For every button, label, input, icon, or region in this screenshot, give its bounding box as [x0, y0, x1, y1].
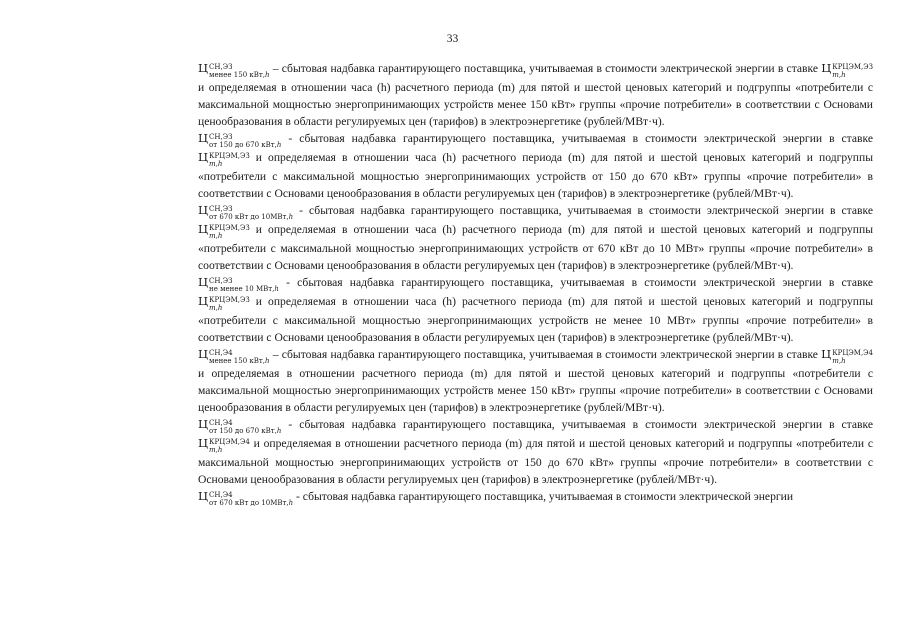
formula-subscript: не менее 10 МВт,h	[209, 285, 279, 293]
formula-subscript: менее 150 кВт,h	[209, 357, 270, 365]
definition-text: и определяемая в отношении часа (h) расчетного периода (m) для пятой и шестой ценовых категорий и подгруппы «потребители с максимальной мощностью энергопринимающих устройств от 670 кВт до 10 МВт» группы «прочие потребители» в соответствии с Основами ценообразования в области регулируемых цен (тарифов) в электроэнергетике (рублей/МВт·ч).	[198, 223, 873, 272]
definition-text: - сбытовая надбавка гарантирующего поставщика, учитываемая в стоимости электрической энергии	[293, 490, 794, 503]
rate-reference-symbol: Ц КРЦЭМ,ЭЗ m,h	[198, 294, 250, 312]
definition-paragraph	[198, 130, 873, 202]
definition-paragraph	[198, 416, 873, 488]
formula-superscript: СН,ЭЗ	[209, 133, 233, 141]
definition-text: – сбытовая надбавка гарантирующего поставщика, учитываемая в стоимости электрической энергии в ставке	[269, 348, 822, 361]
definition-paragraph	[198, 488, 873, 507]
definition-text: - сбытовая надбавка гарантирующего поставщика, учитываемая в стоимости электрической энергии в ставке	[278, 276, 873, 289]
formula-superscript: СН,Э4	[209, 491, 233, 499]
definition-paragraph	[198, 346, 873, 416]
rate-reference-symbol: Ц КРЦЭМ,ЭЗ m,h	[821, 61, 873, 79]
formula-subscript: менее 150 кВт,h	[209, 71, 270, 79]
rate-reference-symbol: Ц КРЦЭМ,Э4 m,h	[821, 347, 873, 365]
definition-text: - сбытовая надбавка гарантирующего поставщика, учитываемая в стоимости электрической энергии в ставке	[293, 204, 873, 217]
formula-superscript: СН,ЭЗ	[209, 277, 233, 285]
page-number: 33	[446, 33, 459, 45]
formula-superscript: СН,Э4	[209, 419, 233, 427]
definition-text: - сбытовая надбавка гарантирующего поставщика, учитываемая в стоимости электрической энергии в ставке	[281, 132, 873, 145]
formula-symbol: Ц СН,ЭЗ не менее 10 МВт,h	[198, 275, 279, 293]
formula-superscript: СН,ЭЗ	[209, 205, 233, 213]
formula-subscript: от 150 до 670 кВт,h	[209, 427, 282, 435]
document-body	[198, 60, 873, 507]
definition-paragraph	[198, 60, 873, 130]
definition-paragraph	[198, 274, 873, 346]
rate-reference-symbol: Ц КРЦЭМ,ЭЗ m,h	[198, 222, 250, 240]
definition-text: и определяемая в отношении расчетного периода (m) для пятой и шестой ценовых категорий и подгруппы «потребители с максимальной мощностью энергопринимающих устройств менее 150 кВт» группы «прочие потребители» в соответствии с Основами ценообразования в области регулируемых цен (тарифов) в электроэнергетике (рублей/МВт·ч).	[198, 367, 873, 414]
formula-symbol: Ц СН,Э4 менее 150 кВт,h	[198, 347, 270, 365]
definition-paragraph	[198, 202, 873, 274]
formula-subscript: от 150 до 670 кВт,h	[209, 141, 282, 149]
formula-superscript: СН,Э4	[209, 349, 233, 357]
formula-subscript: от 670 кВт до 10МВт,h	[209, 213, 294, 221]
formula-symbol: Ц СН,ЭЗ от 150 до 670 кВт,h	[198, 131, 282, 149]
formula-subscript: от 670 кВт до 10МВт,h	[209, 499, 294, 507]
definition-text: – сбытовая надбавка гарантирующего поставщика, учитываемая в стоимости электрической энергии в ставке	[269, 62, 822, 75]
formula-symbol: Ц СН,Э4 от 150 до 670 кВт,h	[198, 417, 282, 435]
formula-superscript: СН,ЭЗ	[209, 63, 233, 71]
definition-text: и определяемая в отношении часа (h) расчетного периода (m) для пятой и шестой ценовых категорий и подгруппы «потребители с максимальной мощностью энергопринимающих устройств от 150 до 670 кВт» группы «прочие потребители» в соответствии с Основами ценообразования в области регулируемых цен (тарифов) в электроэнергетике (рублей/МВт·ч).	[198, 151, 873, 200]
definition-text: и определяемая в отношении часа (h) расчетного периода (m) для пятой и шестой ценовых категорий и подгруппы «потребители с максимальной мощностью энергопринимающих устройств не менее 10 МВт» группы «прочие потребители» в соответствии с Основами ценообразования в области регулируемых цен (тарифов) в электроэнергетике (рублей/МВт·ч).	[198, 295, 873, 344]
definition-text: - сбытовая надбавка гарантирующего поставщика, учитываемая в стоимости электрической энергии в ставке	[281, 418, 873, 431]
rate-reference-symbol: Ц КРЦЭМ,ЭЗ m,h	[198, 150, 250, 168]
formula-symbol: Ц СН,ЭЗ менее 150 кВт,h	[198, 61, 270, 79]
definition-text: и определяемая в отношении расчетного периода (m) для пятой и шестой ценовых категорий и подгруппы «потребители с максимальной мощностью энергопринимающих устройств от 150 до 670 кВт» группы «прочие потребители» в соответствии с Основами ценообразования в области регулируемых цен (тарифов) в электроэнергетике (рублей/МВт·ч).	[198, 437, 873, 486]
rate-reference-symbol: Ц КРЦЭМ,Э4 m,h	[198, 436, 250, 454]
definition-text: и определяемая в отношении часа (h) расчетного периода (m) для пятой и шестой ценовых категорий и подгруппы «потребители с максимальной мощностью энергопринимающих устройств менее 150 кВт» группы «прочие потребители» в соответствии с Основами ценообразования в области регулируемых цен (тарифов) в электроэнергетике (рублей/МВт·ч).	[198, 81, 873, 128]
formula-symbol: Ц СН,Э4 от 670 кВт до 10МВт,h	[198, 489, 294, 507]
formula-symbol: Ц СН,ЭЗ от 670 кВт до 10МВт,h	[198, 203, 294, 221]
